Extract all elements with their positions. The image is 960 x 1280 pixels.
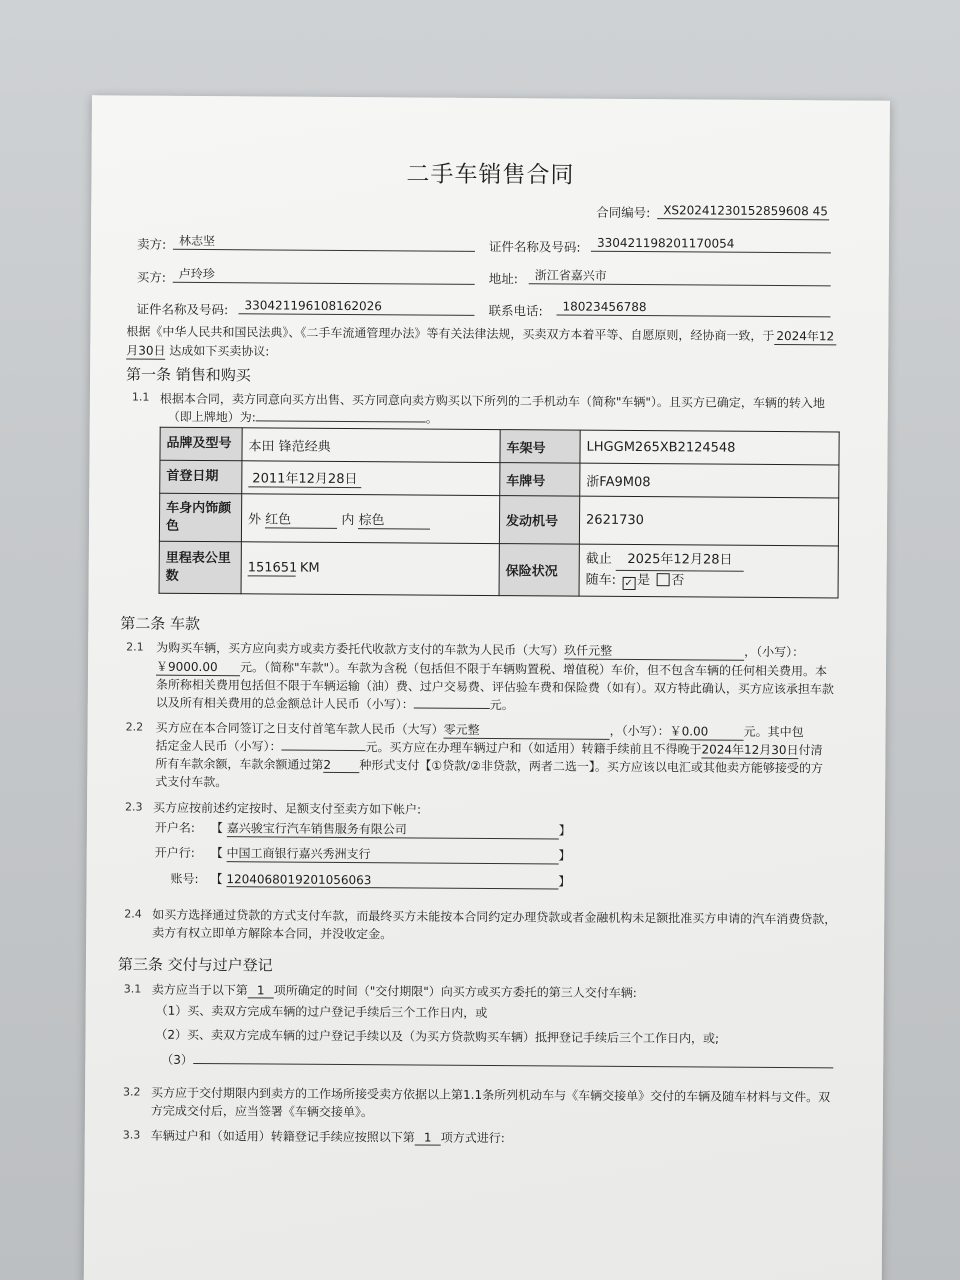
- account-name: 嘉兴骏宝行汽车销售服务有限公司: [227, 819, 559, 839]
- clause-2-3-text: 买方应按前述约定按时、足额支付至卖方如下帐户:: [152, 800, 422, 817]
- final-payment-date: 2024年12月30日: [701, 742, 799, 758]
- plate-value: 浙FA9M08: [580, 463, 839, 498]
- bank-row: 开户行: 【 中国工商银行嘉兴秀洲支行 】: [154, 845, 571, 863]
- vin-value: LHGGM265XB2124548: [580, 430, 839, 465]
- preamble-line2: 月30日 达成如下买卖协议:: [126, 343, 270, 359]
- article-3-heading: 第三条 交付与过户登记: [117, 955, 273, 975]
- clause-2-1-number: 2.1: [126, 640, 144, 654]
- engine-value: 2621730: [579, 496, 838, 546]
- clause-2-2-line2: 括定金人民币（小写）： 元。买方应在办理车辆过户和（如适用）转籍手续前且不得晚于2024年12月30日付清: [155, 738, 823, 758]
- clause-3-1-line1: 卖方应当于以下第 1 项所确定的时间（"交付期限"）向买方或买方委托的第三人交付车辆:: [151, 982, 637, 1001]
- article-1-heading: 第一条 销售和购买: [125, 365, 251, 385]
- clause-2-1-line2: ￥9000.00 元。（简称"车款"）。车款为含税（包括但不限于车辆购置税、增值税）车价，但不包含车辆的任何相关费用。本: [155, 659, 828, 679]
- checkbox-yes[interactable]: [622, 577, 635, 590]
- buyer-label: 买方:: [136, 269, 167, 285]
- checkbox-no[interactable]: [656, 573, 669, 586]
- payment-method: 2: [323, 758, 359, 773]
- reg-date-cell: [242, 461, 500, 496]
- buyer-addr-label: 地址:: [488, 270, 519, 287]
- mileage-label: 里程表公里数: [159, 541, 241, 594]
- clause-2-1-line1: 为购买车辆，买方应向卖方或卖方委托代收款方支付的车款为人民币（大写）玖仟元整 ，（小写）：: [156, 640, 805, 660]
- clause-2-2-line3: 所有车款余额，车款余额通过第2 种形式支付【①贷款/②非贷款，两者二选一】。买方应该以电汇或其他卖方能够接受的方: [155, 756, 823, 776]
- article-2-heading: 第二条 车款: [120, 614, 201, 633]
- engine-label: 发动机号: [499, 496, 579, 545]
- price-upper: 玖仟元整: [564, 642, 744, 661]
- mileage-value: 151651: [247, 559, 298, 576]
- clause-1-1-text2: （即上牌地）为: 。: [167, 409, 438, 426]
- clause-2-1-line4: 以及所有相关费用的总金额总计人民币（小写）： 元。: [155, 695, 514, 713]
- clause-3-2-number: 3.2: [123, 1085, 141, 1099]
- clause-1-1-number: 1.1: [131, 390, 150, 404]
- clause-2-1-line3: 条所称相关费用包括但不限于车辆运输（油）费、过户交易费、评估验车费和保险费（如有）。双方特此确认，买方应该承担车款: [155, 677, 834, 697]
- buyer-phone-value: 18023456788: [556, 298, 830, 317]
- seller-id-label: 证件名称及号码:: [488, 238, 581, 255]
- contract-no-label: 合同编号:: [596, 204, 651, 221]
- price-amount: ￥9000.00: [156, 658, 240, 677]
- bank-name: 中国工商银行嘉兴秀洲支行: [227, 844, 559, 864]
- color-label: 车身内饰颜色: [159, 493, 241, 542]
- clause-2-4-line2: 卖方有权立即单方解除本合同，并没收定金。: [152, 925, 393, 942]
- plate-label: 车牌号: [500, 463, 580, 497]
- clause-2-2-line1: 买方应在本合同签订之日支付首笔车款人民币（大写）零元整 ，（小写）：￥0.00 元。其中包: [155, 720, 804, 740]
- outer-color: 红色: [265, 508, 337, 529]
- clause-3-3-number: 3.3: [122, 1128, 141, 1142]
- account-row: 账号: 【 1204068019201056063 】: [170, 871, 571, 889]
- clause-2-3-number: 2.3: [124, 800, 143, 814]
- delivery-option: 1: [248, 983, 274, 998]
- clause-3-1-option2: （2）买、卖双方完成车辆的过户登记手续以及（为买方贷款购买车辆）抵押登记手续后三个工作日内，或;: [155, 1027, 720, 1046]
- clause-3-1-option1: （1）买、卖双方完成车辆的过户登记手续后三个工作日内，或: [155, 1003, 488, 1020]
- vehicle-info-table: [159, 427, 840, 599]
- reg-date-label: 首登日期: [160, 460, 242, 494]
- seller-name: 林志坚: [173, 233, 475, 252]
- first-payment-upper: 零元整: [444, 721, 610, 740]
- vin-label: 车架号: [500, 430, 580, 464]
- buyer-phone-label: 联系电话:: [488, 302, 543, 319]
- buyer-addr-value: 浙江省嘉兴市: [529, 267, 831, 286]
- contract-no-value: XS20241230152859608 45: [657, 202, 829, 220]
- preamble-line1: 根据《中华人民共和国民法典》、《二手车流通管理办法》等有关法律法规，买卖双方本着平等、自愿原则，经协商一致，于 2024年12: [126, 322, 836, 345]
- contract-page: [84, 95, 890, 1280]
- clause-3-1-number: 3.1: [123, 982, 142, 996]
- clause-1-1-text: 根据本合同，卖方同意向买方出售、买方同意向卖方购买以下所列的二手机动车（简称"车辆"）。且买方已确定，车辆的转入地: [159, 391, 825, 411]
- clause-3-2-line1: 买方应于交付期限内到卖方的工作场所接受卖方依据以上第1.1条所列机动车与《车辆交接单》交付的车辆及随车材料与文件。双: [150, 1085, 831, 1105]
- brand-label: 品牌及型号: [160, 427, 242, 461]
- inner-color: 棕色: [358, 509, 430, 530]
- clause-3-1-option3: （3）: [161, 1051, 833, 1073]
- seller-id-value: 330421198201170054: [591, 235, 831, 254]
- insurance-date: 2025年12月28日: [616, 550, 744, 572]
- clause-3-3-line1: 车辆过户和（如适用）转籍登记手续应按照以下第 1 项方式进行:: [150, 1128, 505, 1146]
- brand-value: 本田 锋范经典: [242, 428, 500, 463]
- clause-2-4-line1: 如买方选择通过贷款的方式支付车款，而最终买方未能按本合同约定办理贷款或者金融机构未足额批准买方申请的汽车消费贷款，: [152, 907, 837, 927]
- page-title: 二手车销售合同: [406, 161, 575, 189]
- account-number: 1204068019201056063: [226, 872, 558, 889]
- buyer-id-label: 证件名称及号码:: [136, 301, 229, 318]
- insurance-label: 保险状况: [499, 544, 579, 597]
- bank-account-name-row: 开户名: 【 嘉兴骏宝行汽车销售服务有限公司 】: [154, 820, 571, 838]
- clause-2-4-number: 2.4: [124, 907, 142, 921]
- reg-date-value: 2011年12月28日: [248, 467, 361, 488]
- transfer-option: 1: [415, 1130, 441, 1145]
- clause-3-2-line2: 方完成交付后，应当签署《车辆交接单》。: [150, 1103, 373, 1120]
- first-payment-small: ￥0.00: [670, 722, 744, 741]
- clause-2-2-number: 2.2: [125, 720, 144, 734]
- buyer-id-value: 330421196108162026: [238, 297, 474, 316]
- seller-label: 卖方:: [136, 236, 167, 252]
- insurance-cell: 截止 2025年12月28日 随车: ✓ 是 否: [579, 544, 838, 598]
- color-cell: 外 红色 内 棕色: [241, 494, 499, 544]
- clause-2-2-line4: 式支付车款。: [155, 774, 228, 790]
- buyer-name: 卢玲珍: [173, 266, 475, 285]
- mileage-cell: 151651 KM: [241, 542, 499, 596]
